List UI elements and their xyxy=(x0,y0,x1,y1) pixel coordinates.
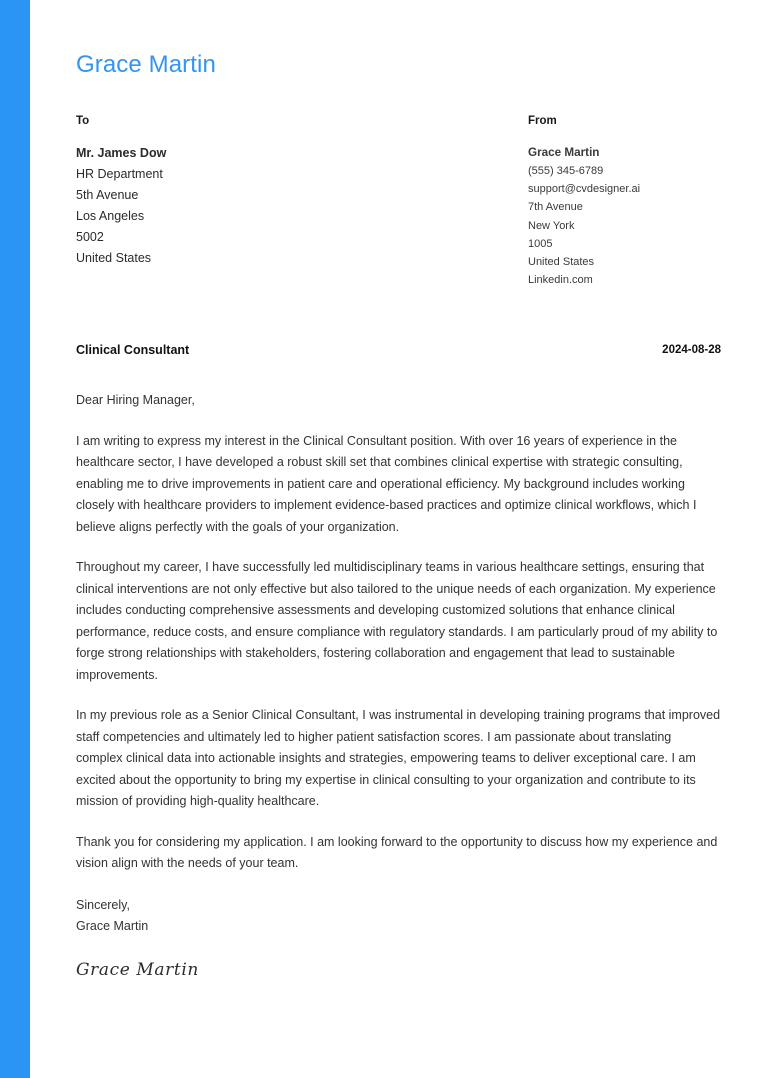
recipient-line: United States xyxy=(76,251,152,265)
recipient-heading: To xyxy=(76,115,90,127)
sender-heading: From xyxy=(528,115,557,127)
sender-email: support@cvdesigner.ai xyxy=(528,183,641,196)
recipient-line: HR Department xyxy=(76,167,163,181)
letter-date: 2024-08-28 xyxy=(662,344,721,356)
sender-phone: (555) 345-6789 xyxy=(528,165,604,177)
sender-line: 1005 xyxy=(528,237,553,250)
job-title: Clinical Consultant xyxy=(76,343,190,357)
address-block xyxy=(76,114,721,294)
closing-block xyxy=(76,895,721,938)
body-paragraph: I am writing to express my interest in the Clinical Consultant position. With over 16 years of experience in the healthcare sector, I have developed a robust skill set that combines clinical expertise with strategic consulting, enabling me to drive improvements in patient care and operational efficiency. My background includes working closely with healthcare providers to implement evidence-based practices and optimize clinical workflows, which I believe aligns perfectly with the goals of your organization. xyxy=(76,433,697,534)
candidate-name-heading: Grace Martin xyxy=(76,51,216,78)
closing-name: Grace Martin xyxy=(76,919,149,933)
sender-column xyxy=(528,114,738,289)
recipient-line: Los Angeles xyxy=(76,209,145,223)
letter-content xyxy=(76,0,721,983)
letter-body xyxy=(76,390,721,983)
body-paragraph: In my previous role as a Senior Clinical Consultant, I was instrumental in developing training programs that improved staff competencies and ultimately led to higher patient satisfaction scores. I am passionate about translating complex clinical data into actionable insights and strategies, empowering teams to deliver exceptional care. I am excited about the opportunity to bring my expertise in clinical consulting to your organization and contribute to its mission of providing high-quality healthcare. xyxy=(76,708,721,808)
recipient-column xyxy=(76,114,496,269)
sender-line: United States xyxy=(528,256,595,269)
letter-header xyxy=(76,0,721,80)
title-date-row xyxy=(76,341,721,359)
sender-name: Grace Martin xyxy=(528,146,600,159)
recipient-line: 5002 xyxy=(76,230,104,244)
recipient-name: Mr. James Dow xyxy=(76,146,167,160)
sender-line: New York xyxy=(528,219,575,232)
body-paragraph: Thank you for considering my application. I am looking forward to the opportunity to discuss how my experience and vision align with the needs of your team. xyxy=(76,834,718,870)
recipient-line: 5th Avenue xyxy=(76,188,139,202)
left-accent-bar xyxy=(0,0,30,1078)
sender-line: 7th Avenue xyxy=(528,201,583,214)
sender-linkedin: Linkedin.com xyxy=(528,274,593,287)
handwritten-signature: Grace Martin xyxy=(76,959,199,980)
salutation: Dear Hiring Manager, xyxy=(76,393,195,407)
body-paragraph: Throughout my career, I have successfully led multidisciplinary teams in various healthcare settings, ensuring that clinical interventions are not only effective but also tailored to the unique needs of each organization. My experience includes conducting comprehensive assessments and developing customized solutions that enhance clinical performance, reduce costs, and ensure compliance with regulatory standards. I am particularly proud of my ability to forge strong relationships with stakeholders, fostering collaboration and engagement that lead to sustainable improvements. xyxy=(76,560,718,682)
closing-salutation: Sincerely, xyxy=(76,897,130,912)
